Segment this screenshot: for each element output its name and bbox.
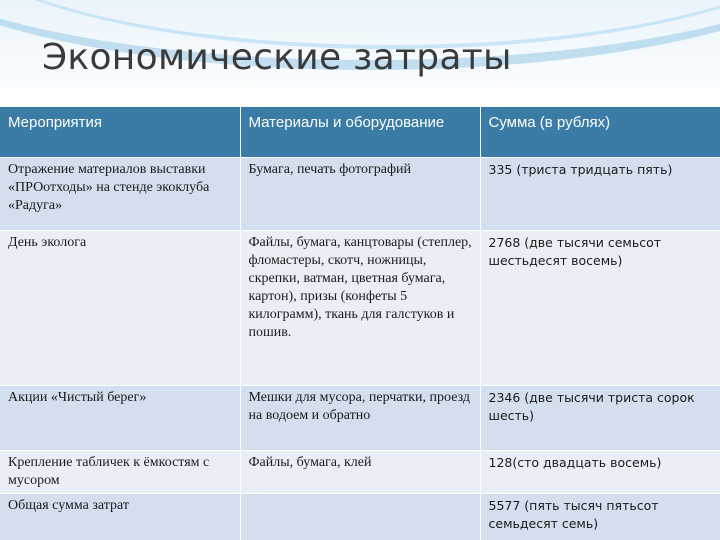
event-cell: Акции «Чистый берег»: [0, 386, 240, 451]
total-label-cell: Общая сумма затрат: [0, 494, 240, 540]
header-amount: Сумма (в рублях): [480, 107, 720, 158]
header-events: Мероприятия: [0, 107, 240, 158]
total-amount-cell: 5577 (пять тысяч пятьсот семьдесят семь): [480, 494, 720, 540]
slide-title: Экономические затраты: [42, 37, 512, 78]
amount-cell: 2346 (две тысячи триста сорок шесть): [480, 386, 720, 451]
materials-cell: Файлы, бумага, клей: [240, 451, 480, 494]
header-materials: Материалы и оборудование: [240, 107, 480, 158]
table-header-row: [0, 107, 720, 158]
event-cell: День эколога: [0, 231, 240, 386]
table-row: [0, 231, 720, 386]
costs-table: [0, 107, 720, 540]
materials-cell: [240, 494, 480, 540]
event-cell: Отражение материалов выставки «ПРОотходы» на стенде экоклуба «Радуга»: [0, 158, 240, 231]
amount-cell: 335 (триста тридцать пять): [480, 158, 720, 231]
materials-cell: Мешки для мусора, перчатки, проезд на водоем и обратно: [240, 386, 480, 451]
event-cell: Крепление табличек к ёмкостям с мусором: [0, 451, 240, 494]
amount-cell: 2768 (две тысячи семьсот шестьдесят восемь): [480, 231, 720, 386]
amount-cell: 128(сто двадцать восемь): [480, 451, 720, 494]
table-row: [0, 386, 720, 451]
table-total-row: [0, 494, 720, 540]
materials-cell: Бумага, печать фотографий: [240, 158, 480, 231]
table-row: [0, 158, 720, 231]
table-row: [0, 451, 720, 494]
materials-cell: Файлы, бумага, канцтовары (степлер, фломастеры, скотч, ножницы, скрепки, ватман, цветная бумага, картон), призы (конфеты 5 килограмм), ткань для галстуков и пошив.: [240, 231, 480, 386]
